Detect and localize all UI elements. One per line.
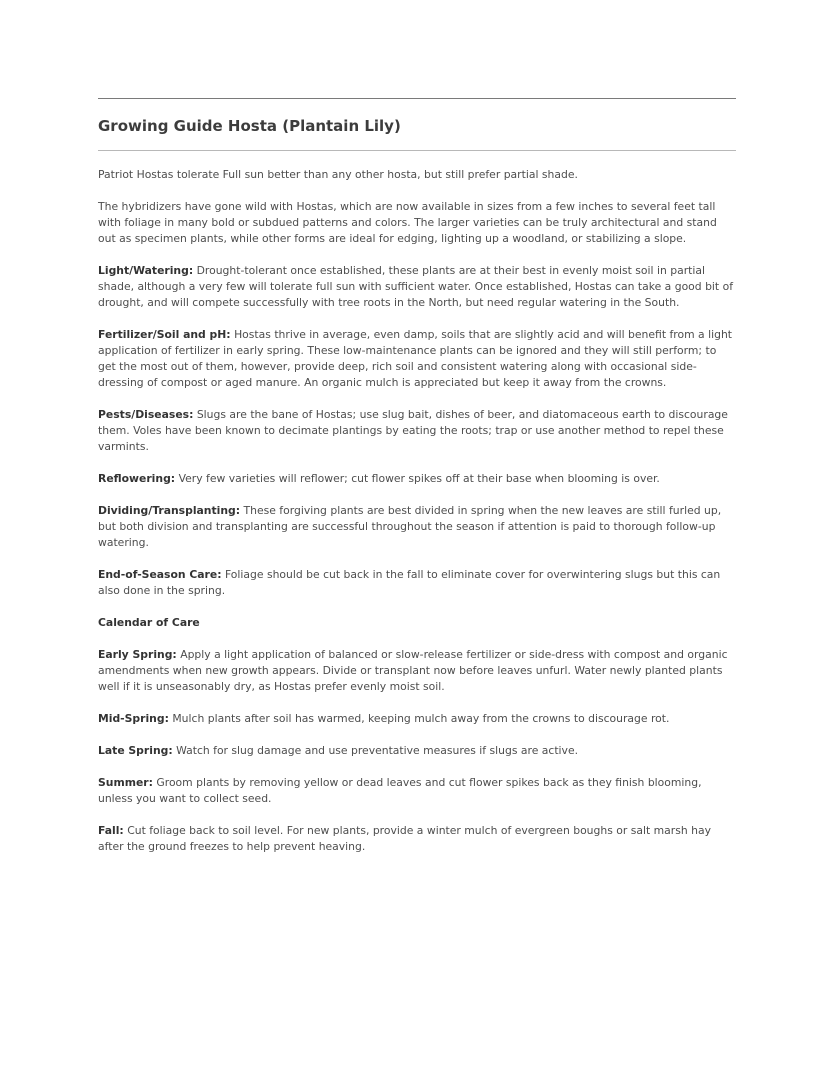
care-paragraph-reflowering	[98, 471, 736, 487]
care-text: These forgiving plants are best divided in spring when the new leaves are still furled up, but both division and transplanting are successful throughout the season if attention is paid to thorough follow-up watering.	[98, 504, 722, 549]
document-body	[98, 167, 736, 855]
care-label: Dividing/Transplanting:	[98, 504, 241, 517]
calendar-label: Early Spring:	[98, 648, 177, 661]
calendar-label: Mid-Spring:	[98, 712, 169, 725]
care-paragraph-end-of-season	[98, 567, 736, 599]
care-text: Hostas thrive in average, even damp, soils that are slightly acid and will benefit from a light application of fertilizer in early spring. These low-maintenance plants can be ignored and they will still perform; to get the most out of them, however, provide deep, rich soil and consistent watering along with occasional side-dressing of compost or aged manure. An organic mulch is appreciated but keep it away from the crowns.	[98, 328, 733, 389]
care-label: Pests/Diseases:	[98, 408, 194, 421]
intro-paragraph: The hybridizers have gone wild with Hostas, which are now available in sizes from a few inches to several feet tall with foliage in many bold or subdued patterns and colors. The larger varieties can be truly architectural and stand out as specimen plants, while other forms are ideal for edging, lighting up a woodland, or stabilizing a slope.	[98, 200, 717, 245]
calendar-paragraph-late-spring	[98, 743, 736, 759]
care-paragraph-dividing	[98, 503, 736, 551]
calendar-label: Summer:	[98, 776, 153, 789]
title-divider	[98, 150, 736, 151]
care-text: Drought-tolerant once established, these plants are at their best in evenly moist soil in partial shade, although a very few will tolerate full sun with sufficient water. Once established, Hostas can take a good bit of drought, and will compete successfully with tree roots in the North, but need regular watering in the South.	[98, 264, 734, 309]
calendar-text: Mulch plants after soil has warmed, keeping mulch away from the crowns to discourage rot.	[172, 712, 670, 725]
calendar-paragraph-early-spring	[98, 647, 736, 695]
calendar-label: Late Spring:	[98, 744, 173, 757]
document-page	[98, 98, 736, 871]
intro-paragraph: Patriot Hostas tolerate Full sun better than any other hosta, but still prefer partial shade.	[98, 168, 578, 181]
care-label: End-of-Season Care:	[98, 568, 222, 581]
calendar-text: Cut foliage back to soil level. For new plants, provide a winter mulch of evergreen boughs or salt marsh hay after the ground freezes to help prevent heaving.	[98, 824, 711, 853]
care-label: Fertilizer/Soil and pH:	[98, 328, 231, 341]
top-divider	[98, 98, 736, 99]
page-title: Growing Guide Hosta (Plantain Lily)	[98, 117, 401, 135]
care-paragraph-light-watering	[98, 263, 736, 311]
calendar-text: Groom plants by removing yellow or dead leaves and cut flower spikes back as they finish blooming, unless you want to collect seed.	[98, 776, 702, 805]
care-text: Slugs are the bane of Hostas; use slug bait, dishes of beer, and diatomaceous earth to discourage them. Voles have been known to decimate plantings by eating the roots; trap or use another method to repel these varmints.	[98, 408, 728, 453]
calendar-heading: Calendar of Care	[98, 616, 200, 629]
calendar-paragraph-mid-spring	[98, 711, 736, 727]
care-text: Foliage should be cut back in the fall to eliminate cover for overwintering slugs but this can also done in the spring.	[98, 568, 721, 597]
care-text: Very few varieties will reflower; cut flower spikes off at their base when blooming is over.	[178, 472, 660, 485]
care-paragraph-fertilizer	[98, 327, 736, 391]
calendar-paragraph-fall	[98, 823, 736, 855]
calendar-text: Watch for slug damage and use preventative measures if slugs are active.	[176, 744, 579, 757]
calendar-label: Fall:	[98, 824, 124, 837]
care-paragraph-pests	[98, 407, 736, 455]
calendar-paragraph-summer	[98, 775, 736, 807]
calendar-text: Apply a light application of balanced or slow-release fertilizer or side-dress with compost and organic amendments when new growth appears. Divide or transplant now before leaves unfurl. Water newly planted plants well if it is unseasonably dry, as Hostas prefer evenly moist soil.	[98, 648, 728, 693]
care-label: Reflowering:	[98, 472, 176, 485]
care-label: Light/Watering:	[98, 264, 194, 277]
